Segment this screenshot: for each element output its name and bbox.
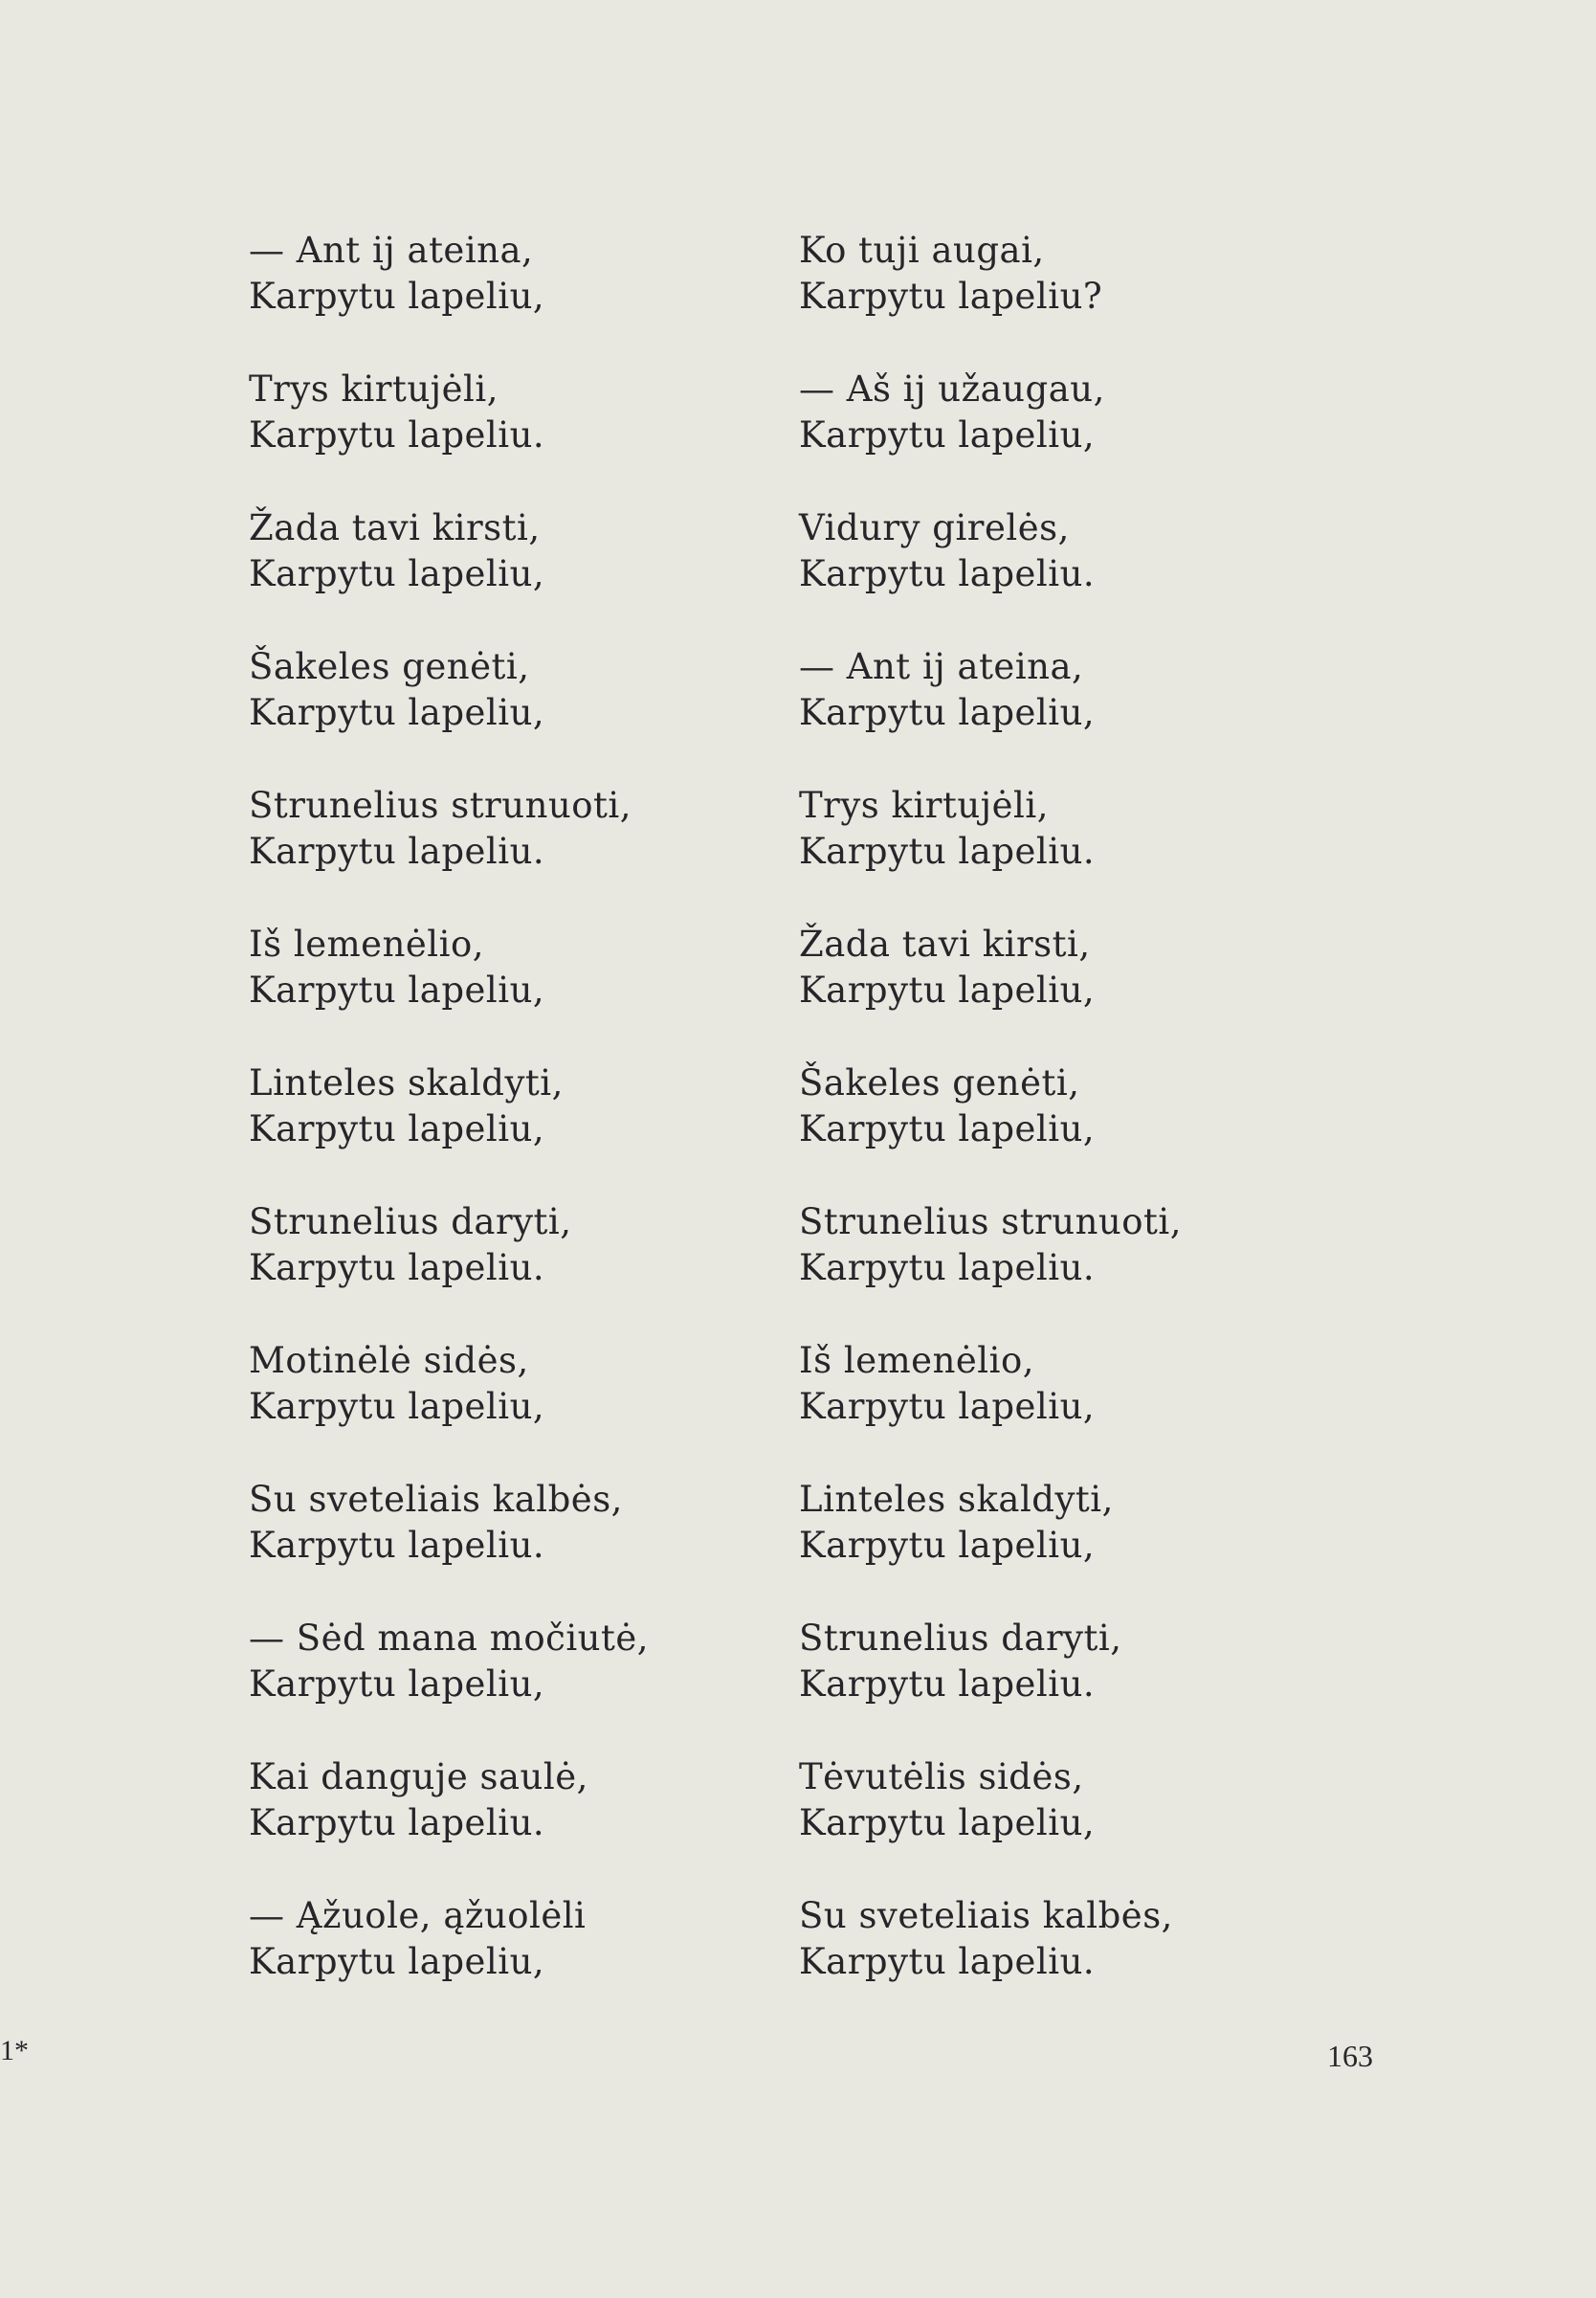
stanza xyxy=(799,1060,1182,1199)
verse-refrain: Karpytu lapeliu? xyxy=(799,276,1103,317)
verse-refrain: Karpytu lapeliu, xyxy=(799,970,1096,1011)
stanza xyxy=(799,922,1182,1060)
verse-refrain: Karpytu lapeliu. xyxy=(249,1802,545,1843)
stanza xyxy=(799,1893,1182,2032)
verse-refrain: Karpytu lapeliu, xyxy=(249,553,545,594)
verse-line: Strunelius daryti, xyxy=(799,1618,1122,1659)
verse-refrain: Karpytu lapeliu. xyxy=(799,1247,1096,1288)
stanza xyxy=(799,1199,1182,1338)
verse-refrain: Karpytu lapeliu, xyxy=(799,1802,1096,1843)
verse-line: Strunelius daryti, xyxy=(249,1201,572,1242)
stanza xyxy=(249,367,649,505)
stanza xyxy=(249,1060,649,1199)
verse-refrain: Karpytu lapeliu. xyxy=(249,1525,545,1566)
left-column xyxy=(249,228,649,2032)
stanza xyxy=(799,1477,1182,1616)
verse-refrain: Karpytu lapeliu, xyxy=(249,1386,545,1427)
verse-line: Kai danguje saulė, xyxy=(249,1756,588,1797)
stanza xyxy=(249,1477,649,1616)
verse-line: — Ant ij ateina, xyxy=(799,646,1084,687)
verse-line: — Ant ij ateina, xyxy=(249,230,534,271)
verse-line: Tėvutėlis sidės, xyxy=(799,1756,1084,1797)
stanza xyxy=(799,505,1182,644)
verse-line: Strunelius strunuoti, xyxy=(249,785,632,826)
stanza xyxy=(799,644,1182,783)
stanza xyxy=(799,783,1182,922)
stanza xyxy=(799,228,1182,367)
verse-refrain: Karpytu lapeliu, xyxy=(799,1525,1096,1566)
verse-line: Žada tavi kirsti, xyxy=(799,924,1091,965)
verse-line: — Ąžuole, ąžuolėli xyxy=(249,1895,587,1936)
stanza xyxy=(249,783,649,922)
stanza xyxy=(249,1199,649,1338)
verse-refrain: Karpytu lapeliu. xyxy=(249,831,545,872)
stanza xyxy=(249,922,649,1060)
stanza xyxy=(799,367,1182,505)
verse-line: Strunelius strunuoti, xyxy=(799,1201,1182,1242)
stanza xyxy=(249,1616,649,1754)
verse-refrain: Karpytu lapeliu. xyxy=(249,1247,545,1288)
verse-refrain: Karpytu lapeliu, xyxy=(799,1108,1096,1149)
stanza xyxy=(799,1338,1182,1477)
stanza xyxy=(249,1338,649,1477)
signature-mark: 1* xyxy=(0,2035,29,2066)
verse-refrain: Karpytu lapeliu, xyxy=(249,276,545,317)
verse-line: Iš lemenėlio, xyxy=(799,1340,1035,1381)
verse-refrain: Karpytu lapeliu, xyxy=(249,970,545,1011)
verse-refrain: Karpytu lapeliu, xyxy=(799,692,1096,733)
stanza xyxy=(799,1616,1182,1754)
verse-line: Trys kirtujėli, xyxy=(799,785,1049,826)
verse-line: — Sėd mana močiutė, xyxy=(249,1618,650,1659)
verse-line: Šakeles genėti, xyxy=(249,646,530,687)
verse-line: Trys kirtujėli, xyxy=(249,368,499,410)
verse-refrain: Karpytu lapeliu, xyxy=(249,1663,545,1705)
stanza xyxy=(799,1754,1182,1893)
verse-refrain: Karpytu lapeliu, xyxy=(799,1386,1096,1427)
stanza xyxy=(249,228,649,367)
verse-refrain: Karpytu lapeliu. xyxy=(799,1941,1096,1982)
verse-line: Ko tuji augai, xyxy=(799,230,1045,271)
verse-refrain: Karpytu lapeliu. xyxy=(799,1663,1096,1705)
verse-line: Su sveteliais kalbės, xyxy=(249,1479,623,1520)
right-column xyxy=(799,228,1182,2032)
verse-line: — Aš ij užaugau, xyxy=(799,368,1105,410)
verse-line: Vidury girelės, xyxy=(799,507,1070,548)
verse-refrain: Karpytu lapeliu. xyxy=(799,831,1096,872)
verse-line: Su sveteliais kalbės, xyxy=(799,1895,1173,1936)
page-number: 163 xyxy=(1327,2039,1373,2073)
stanza xyxy=(249,644,649,783)
verse-line: Žada tavi kirsti, xyxy=(249,507,541,548)
verse-refrain: Karpytu lapeliu, xyxy=(249,1941,545,1982)
verse-line: Linteles skaldyti, xyxy=(249,1062,564,1104)
stanza xyxy=(249,505,649,644)
verse-line: Šakeles genėti, xyxy=(799,1062,1080,1104)
stanza xyxy=(249,1893,649,2032)
verse-refrain: Karpytu lapeliu. xyxy=(249,414,545,456)
stanza xyxy=(249,1754,649,1893)
verse-line: Motinėlė sidės, xyxy=(249,1340,529,1381)
verse-refrain: Karpytu lapeliu, xyxy=(249,1108,545,1149)
verse-line: Iš lemenėlio, xyxy=(249,924,485,965)
verse-refrain: Karpytu lapeliu, xyxy=(249,692,545,733)
verse-refrain: Karpytu lapeliu, xyxy=(799,414,1096,456)
verse-line: Linteles skaldyti, xyxy=(799,1479,1114,1520)
verse-refrain: Karpytu lapeliu. xyxy=(799,553,1096,594)
